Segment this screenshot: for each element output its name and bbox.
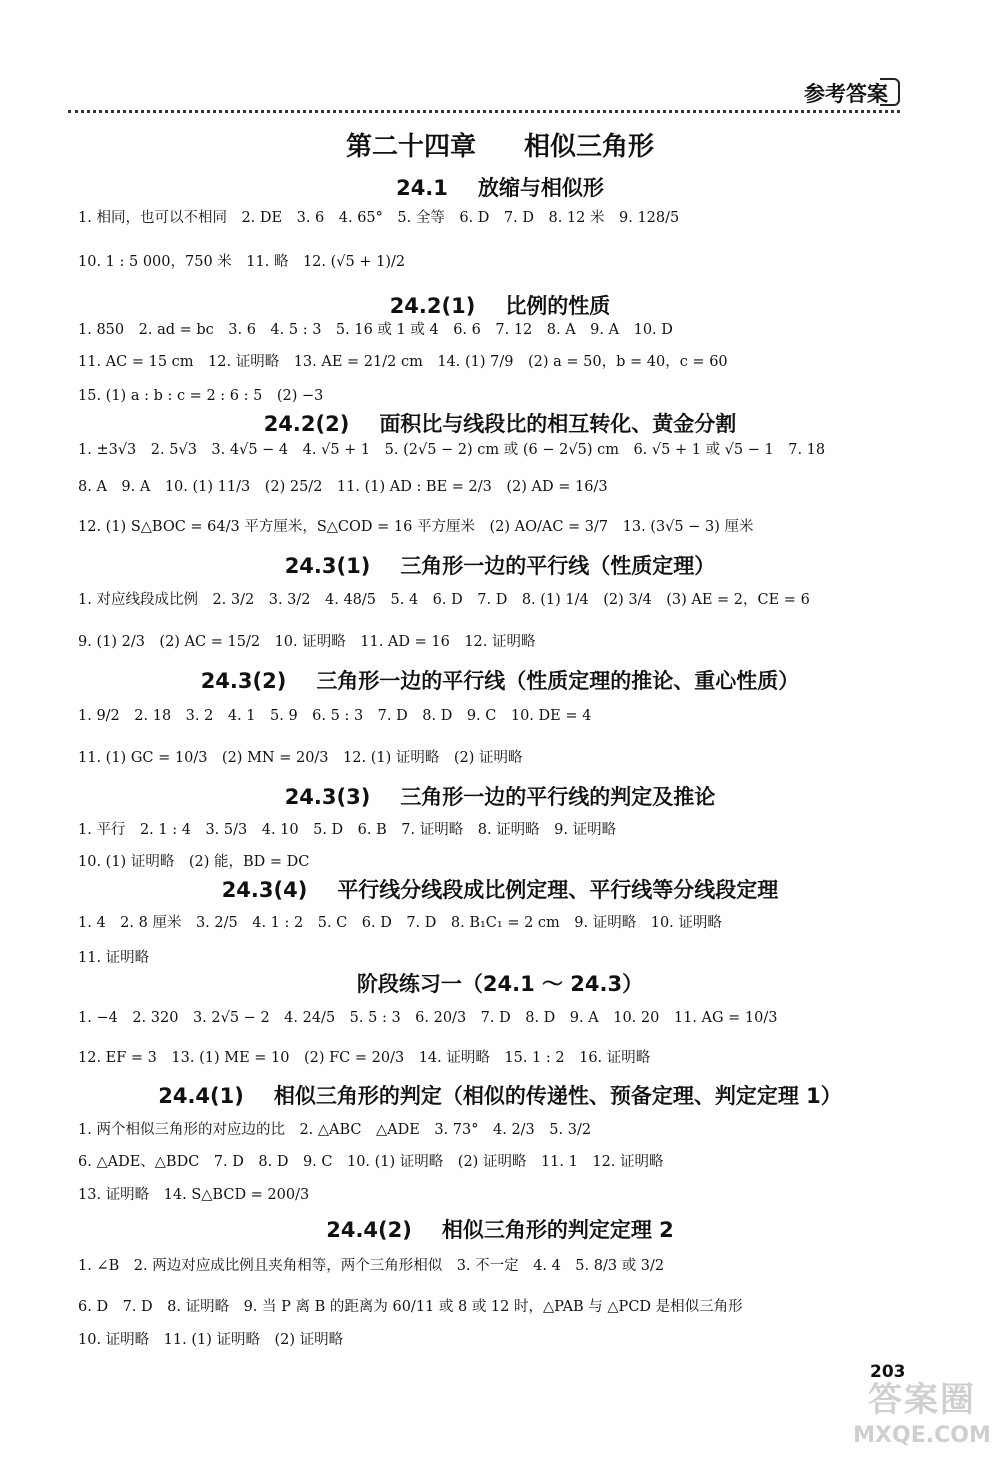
section-title: 三角形一边的平行线（性质定理的推论、重心性质） bbox=[316, 669, 800, 693]
section-title: 三角形一边的平行线（性质定理） bbox=[400, 554, 716, 578]
section-number: 24.2(1) bbox=[389, 294, 476, 318]
section-number: 24.4(1) bbox=[158, 1084, 244, 1108]
answer-line: 1. 平行 2. 1 : 4 3. 5/3 4. 10 5. D 6. B 7. 证明略 8. 证明略 9. 证明略 bbox=[78, 822, 617, 838]
answer-line: 11. 证明略 bbox=[78, 950, 150, 966]
section-heading bbox=[0, 172, 1000, 202]
section-title: 面积比与线段比的相互转化、黄金分割 bbox=[379, 412, 737, 436]
answer-line: 10. (1) 证明略 (2) 能，BD = DC bbox=[78, 854, 310, 870]
section-title: 平行线分线段成比例定理、平行线等分线段定理 bbox=[337, 878, 779, 902]
answer-line: 10. 1 : 5 000，750 米 11. 略 12. (√5 + 1)/2 bbox=[78, 254, 406, 270]
watermark-url: MXQE.COM bbox=[853, 1423, 991, 1448]
watermark-logo-text: 答案圈 bbox=[868, 1380, 976, 1420]
answer-line: 11. (1) GC = 10/3 (2) MN = 20/3 12. (1) 证明略 (2) 证明略 bbox=[78, 750, 523, 766]
answer-line: 8. A 9. A 10. (1) 11/3 (2) 25/2 11. (1) AD : BE = 2/3 (2) AD = 16/3 bbox=[78, 479, 608, 495]
section-number: 24.3(4) bbox=[221, 878, 308, 902]
answer-line: 6. D 7. D 8. 证明略 9. 当 P 离 B 的距离为 60/11 或 8 或 12 时，△PAB 与 △PCD 是相似三角形 bbox=[78, 1299, 743, 1315]
answer-line: 1. 相同，也可以不相同 2. DE 3. 6 4. 65° 5. 全等 6. D 7. D 8. 12 米 9. 128/5 bbox=[78, 210, 680, 226]
answer-line: 6. △ADE、△BDC 7. D 8. D 9. C 10. (1) 证明略 (2) 证明略 11. 1 12. 证明略 bbox=[78, 1154, 664, 1170]
chapter-name: 相似三角形 bbox=[524, 132, 655, 162]
answer-line: 1. ∠B 2. 两边对应成比例且夹角相等，两个三角形相似 3. 不一定 4. 4 5. 8/3 或 3/2 bbox=[78, 1258, 665, 1274]
section-number: 24.1 bbox=[396, 176, 448, 200]
answer-line: 13. 证明略 14. S△BCD = 200/3 bbox=[78, 1187, 310, 1203]
chapter-title bbox=[0, 126, 1000, 163]
section-heading bbox=[0, 408, 1000, 438]
section-title: 三角形一边的平行线的判定及推论 bbox=[400, 785, 716, 809]
answer-line: 9. (1) 2/3 (2) AC = 15/2 10. 证明略 11. AD = 16 12. 证明略 bbox=[78, 634, 536, 650]
section-heading bbox=[0, 1214, 1000, 1244]
section-number: 24.3(3) bbox=[284, 785, 371, 809]
section-title: 阶段练习一（24.1 ～ 24.3） bbox=[356, 972, 644, 996]
section-number: 24.3(1) bbox=[284, 554, 371, 578]
section-heading bbox=[0, 290, 1000, 320]
section-heading bbox=[0, 1080, 1000, 1110]
dotted-divider bbox=[68, 110, 900, 113]
section-title: 放缩与相似形 bbox=[477, 176, 604, 200]
answer-line: 1. 9/2 2. 18 3. 2 4. 1 5. 9 6. 5 : 3 7. D 8. D 9. C 10. DE = 4 bbox=[78, 708, 592, 724]
watermark bbox=[852, 1378, 992, 1458]
section-number: 24.4(2) bbox=[326, 1218, 412, 1242]
header-bracket-icon bbox=[880, 78, 900, 106]
section-title: 比例的性质 bbox=[505, 294, 611, 318]
section-heading bbox=[0, 968, 1000, 998]
section-heading bbox=[0, 665, 1000, 695]
section-heading bbox=[0, 874, 1000, 904]
section-heading bbox=[0, 781, 1000, 811]
section-title: 相似三角形的判定（相似的传递性、预备定理、判定定理 1） bbox=[273, 1084, 842, 1108]
answer-line: 11. AC = 15 cm 12. 证明略 13. AE = 21/2 cm 14. (1) 7/9 (2) a = 50，b = 40，c = 60 bbox=[78, 354, 728, 370]
section-number: 24.3(2) bbox=[200, 669, 287, 693]
page-number: 203 bbox=[870, 1362, 906, 1382]
answer-line: 10. 证明略 11. (1) 证明略 (2) 证明略 bbox=[78, 1332, 344, 1348]
section-title: 相似三角形的判定定理 2 bbox=[441, 1218, 674, 1242]
answer-line: 1. −4 2. 320 3. 2√5 − 2 4. 24/5 5. 5 : 3 6. 20/3 7. D 8. D 9. A 10. 20 11. AG = 10/3 bbox=[78, 1010, 778, 1026]
section-number: 24.2(2) bbox=[263, 412, 350, 436]
answer-line: 1. 4 2. 8 厘米 3. 2/5 4. 1 : 2 5. C 6. D 7. D 8. B₁C₁ = 2 cm 9. 证明略 10. 证明略 bbox=[78, 915, 722, 931]
answer-line: 1. 对应线段成比例 2. 3/2 3. 3/2 4. 48/5 5. 4 6. D 7. D 8. (1) 1/4 (2) 3/4 (3) AE = 2，CE = 6 bbox=[78, 592, 810, 608]
answer-line: 1. 850 2. ad = bc 3. 6 4. 5 : 3 5. 16 或 1 或 4 6. 6 7. 12 8. A 9. A 10. D bbox=[78, 322, 673, 338]
answer-line: 12. EF = 3 13. (1) ME = 10 (2) FC = 20/3 14. 证明略 15. 1 : 2 16. 证明略 bbox=[78, 1050, 651, 1066]
answer-line: 1. ±3√3 2. 5√3 3. 4√5 − 4 4. √5 + 1 5. (2√5 − 2) cm 或 (6 − 2√5) cm 6. √5 + 1 或 √5 − 1 7. 18 bbox=[78, 442, 826, 458]
section-heading bbox=[0, 550, 1000, 580]
header-label: 参考答案 bbox=[804, 82, 888, 106]
chapter-number: 第二十四章 bbox=[345, 132, 476, 162]
answer-line: 12. (1) S△BOC = 64/3 平方厘米，S△COD = 16 平方厘米 (2) AO/AC = 3/7 13. (3√5 − 3) 厘米 bbox=[78, 519, 754, 535]
answer-line: 15. (1) a : b : c = 2 : 6 : 5 (2) −3 bbox=[78, 388, 324, 404]
answer-line: 1. 两个相似三角形的对应边的比 2. △ABC △ADE 3. 73° 4. 2/3 5. 3/2 bbox=[78, 1122, 592, 1138]
